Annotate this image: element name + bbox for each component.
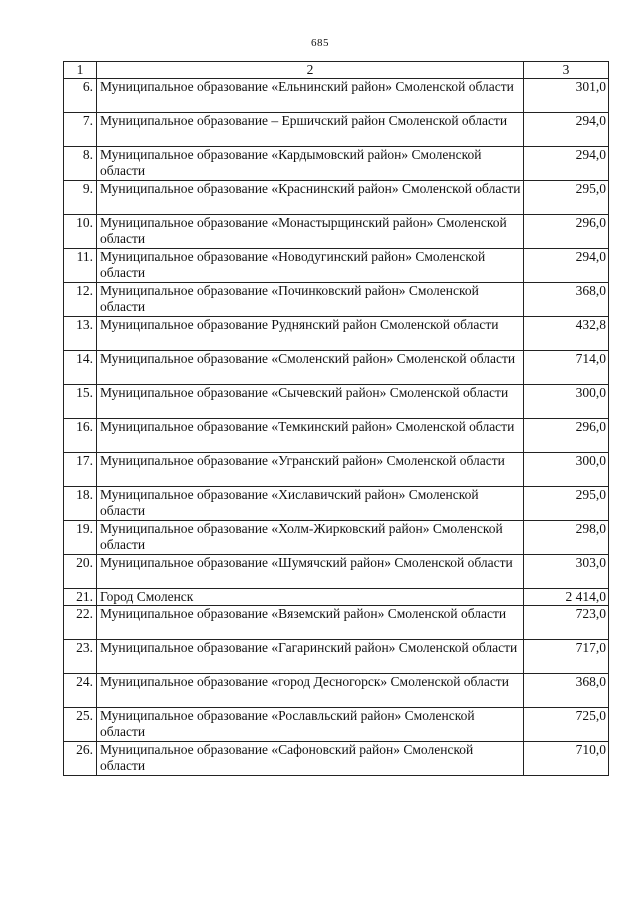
table-row — [64, 521, 609, 555]
municipality-name: Город Смоленск — [97, 589, 524, 606]
amount-value: 300,0 — [524, 385, 609, 419]
row-number: 11. — [64, 249, 97, 283]
row-number: 26. — [64, 742, 97, 776]
municipality-name: Муниципальное образование «Гагаринский район» Смоленской области — [97, 640, 524, 674]
page-number: 685 — [311, 37, 329, 49]
municipality-name: Муниципальное образование «Ельнинский район» Смоленской области — [97, 79, 524, 113]
table-row — [64, 351, 609, 385]
table-row — [64, 453, 609, 487]
table-row — [64, 640, 609, 674]
table-row — [64, 742, 609, 776]
amount-value: 303,0 — [524, 555, 609, 589]
amount-value: 296,0 — [524, 419, 609, 453]
municipal-table — [63, 61, 609, 776]
column-header-2: 2 — [97, 62, 524, 79]
row-number: 24. — [64, 674, 97, 708]
table-header-row — [64, 62, 609, 79]
table-row — [64, 606, 609, 640]
municipality-name: Муниципальное образование «город Десногорск» Смоленской области — [97, 674, 524, 708]
amount-value: 368,0 — [524, 674, 609, 708]
municipality-name: Муниципальное образование «Угранский район» Смоленской области — [97, 453, 524, 487]
amount-value: 710,0 — [524, 742, 609, 776]
row-number: 9. — [64, 181, 97, 215]
amount-value: 298,0 — [524, 521, 609, 555]
row-number: 16. — [64, 419, 97, 453]
table-row — [64, 385, 609, 419]
row-number: 19. — [64, 521, 97, 555]
column-header-3: 3 — [524, 62, 609, 79]
amount-value: 714,0 — [524, 351, 609, 385]
row-number: 18. — [64, 487, 97, 521]
municipality-name: Муниципальное образование «Вяземский район» Смоленской области — [97, 606, 524, 640]
row-number: 22. — [64, 606, 97, 640]
table-row — [64, 708, 609, 742]
table-row — [64, 674, 609, 708]
row-number: 12. — [64, 283, 97, 317]
table-row — [64, 487, 609, 521]
municipality-name: Муниципальное образование «Кардымовский район» Смоленской области — [97, 147, 524, 181]
amount-value: 717,0 — [524, 640, 609, 674]
municipality-name: Муниципальное образование «Сафоновский район» Смоленской области — [97, 742, 524, 776]
table-row — [64, 589, 609, 606]
municipality-name: Муниципальное образование «Шумячский район» Смоленской области — [97, 555, 524, 589]
row-number: 21. — [64, 589, 97, 606]
table-row — [64, 249, 609, 283]
amount-value: 301,0 — [524, 79, 609, 113]
amount-value: 300,0 — [524, 453, 609, 487]
table-row — [64, 419, 609, 453]
table-row — [64, 555, 609, 589]
amount-value: 368,0 — [524, 283, 609, 317]
municipality-name: Муниципальное образование «Рославльский район» Смоленской области — [97, 708, 524, 742]
row-number: 17. — [64, 453, 97, 487]
municipality-name: Муниципальное образование Руднянский район Смоленской области — [97, 317, 524, 351]
municipality-name: Муниципальное образование «Смоленский район» Смоленской области — [97, 351, 524, 385]
row-number: 6. — [64, 79, 97, 113]
municipality-name: Муниципальное образование «Сычевский район» Смоленской области — [97, 385, 524, 419]
table-row — [64, 79, 609, 113]
row-number: 8. — [64, 147, 97, 181]
amount-value: 295,0 — [524, 487, 609, 521]
amount-value: 296,0 — [524, 215, 609, 249]
table-body — [64, 79, 609, 776]
row-number: 7. — [64, 113, 97, 147]
municipality-name: Муниципальное образование «Краснинский район» Смоленской области — [97, 181, 524, 215]
row-number: 15. — [64, 385, 97, 419]
municipality-name: Муниципальное образование «Холм-Жирковский район» Смоленской области — [97, 521, 524, 555]
row-number: 13. — [64, 317, 97, 351]
amount-value: 432,8 — [524, 317, 609, 351]
municipality-name: Муниципальное образование «Хиславичский район» Смоленской области — [97, 487, 524, 521]
amount-value: 294,0 — [524, 147, 609, 181]
amount-value: 295,0 — [524, 181, 609, 215]
amount-value: 725,0 — [524, 708, 609, 742]
municipality-name: Муниципальное образование «Монастырщинский район» Смоленской области — [97, 215, 524, 249]
table-row — [64, 283, 609, 317]
table-row — [64, 147, 609, 181]
row-number: 10. — [64, 215, 97, 249]
row-number: 14. — [64, 351, 97, 385]
table-row — [64, 113, 609, 147]
table-row — [64, 181, 609, 215]
amount-value: 2 414,0 — [524, 589, 609, 606]
municipality-name: Муниципальное образование «Новодугинский район» Смоленской области — [97, 249, 524, 283]
column-header-1: 1 — [64, 62, 97, 79]
amount-value: 294,0 — [524, 249, 609, 283]
municipality-name: Муниципальное образование «Починковский район» Смоленской области — [97, 283, 524, 317]
amount-value: 723,0 — [524, 606, 609, 640]
municipality-name: Муниципальное образование «Темкинский район» Смоленской области — [97, 419, 524, 453]
amount-value: 294,0 — [524, 113, 609, 147]
table-row — [64, 317, 609, 351]
row-number: 23. — [64, 640, 97, 674]
municipality-name: Муниципальное образование – Ершичский район Смоленской области — [97, 113, 524, 147]
row-number: 25. — [64, 708, 97, 742]
table-row — [64, 215, 609, 249]
row-number: 20. — [64, 555, 97, 589]
